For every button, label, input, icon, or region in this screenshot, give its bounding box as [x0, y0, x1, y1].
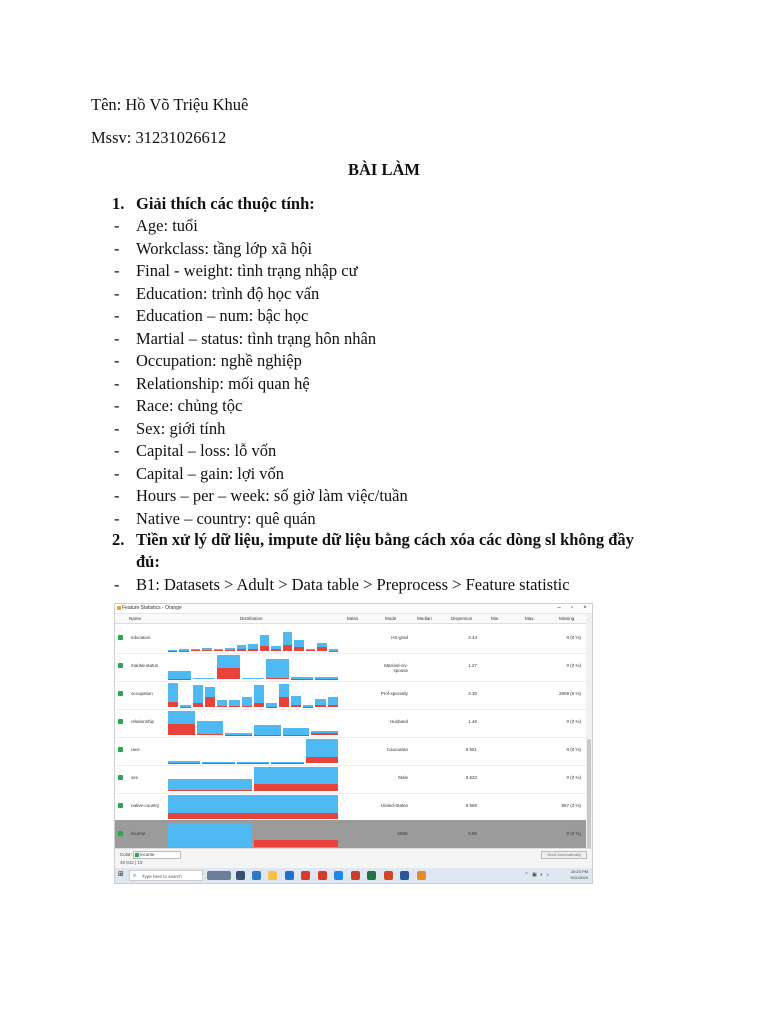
bar-segment-gt50k: [294, 647, 303, 651]
bar-segment-gt50k: [279, 697, 289, 707]
table-row[interactable]: [115, 820, 586, 850]
histogram-bar: [283, 728, 310, 735]
excel-icon[interactable]: [367, 871, 376, 880]
histogram-bar: [197, 721, 224, 735]
histogram-bar: [266, 659, 289, 679]
row-name: occupation: [131, 691, 153, 696]
bar-segment-le50k: [193, 678, 216, 679]
histogram-bar: [271, 762, 303, 763]
histogram-bar: [315, 677, 338, 679]
attribute-item: Relationship: mối quan hệ: [136, 374, 310, 393]
histogram-bar: [311, 731, 338, 735]
cell-mode: ≤50K: [397, 831, 408, 836]
histogram-bar: [303, 705, 313, 707]
orange-app-icon: [117, 606, 121, 610]
distribution-histogram: [168, 624, 338, 653]
categorical-variable-icon: [118, 775, 123, 780]
histogram-bar: [168, 795, 338, 819]
bar-segment-gt50k: [225, 650, 234, 651]
histogram-bar: [168, 671, 191, 679]
cell-mode: United-States: [380, 803, 408, 808]
histogram-bar: [168, 650, 177, 651]
attribute-item: Sex: giới tính: [136, 419, 226, 438]
bar-segment-gt50k: [205, 697, 215, 707]
taskbar-app-icon[interactable]: [318, 871, 327, 880]
histogram-bar: [180, 705, 190, 707]
histogram-bar: [254, 767, 338, 791]
bar-segment-le50k: [197, 721, 224, 735]
task-view-icon[interactable]: [207, 871, 231, 880]
list-dash: -: [114, 329, 120, 348]
cell-mode: Caucasian: [386, 747, 408, 752]
color-label: Color:: [120, 852, 133, 857]
histogram-bar: [237, 762, 269, 763]
cell-mode: Prof-specialty: [380, 691, 408, 696]
taskbar-app-icon[interactable]: [236, 871, 245, 880]
row-name: marital-status: [131, 663, 159, 668]
histogram-bar: [193, 678, 216, 679]
bar-segment-gt50k: [317, 647, 326, 651]
clock-time: 10:23 PM: [570, 869, 588, 874]
histogram-bar: [306, 649, 315, 651]
bar-segment-gt50k: [271, 649, 280, 651]
histogram-bar: [214, 649, 223, 651]
table-row[interactable]: [115, 652, 586, 682]
bar-segment-gt50k: [217, 668, 240, 679]
color-select-value: income: [140, 852, 155, 857]
windows-start-icon[interactable]: ⊞: [118, 871, 124, 878]
bar-segment-gt50k: [328, 705, 338, 707]
histogram-bar: [315, 699, 325, 707]
status-bar: 48 842 | 15: [120, 860, 143, 865]
histogram-bar: [217, 655, 240, 679]
distribution-histogram: [168, 764, 338, 793]
list-dash: -: [114, 284, 120, 303]
send-automatically-checkbox[interactable]: Send Automatically: [541, 851, 587, 859]
step-b1: B1: Datasets > Adult > Data table > Preprocess > Feature statistic: [136, 575, 570, 594]
col-header-mean[interactable]: Mean: [347, 616, 359, 621]
col-header-max[interactable]: Max.: [525, 616, 535, 621]
cell-missing: 0 (0 %): [566, 663, 581, 668]
cell-dispersion: 0.633: [465, 775, 477, 780]
bar-segment-gt50k: [168, 702, 178, 707]
bar-segment-gt50k: [197, 734, 224, 735]
cell-dispersion: 0.566: [465, 803, 477, 808]
bar-segment-gt50k: [260, 646, 269, 651]
clock-date: 9/11/2024: [570, 875, 588, 880]
histogram-bar: [254, 725, 281, 735]
distribution-histogram: [168, 708, 338, 737]
cell-dispersion: 1.27: [468, 663, 477, 668]
list-dash: -: [114, 419, 120, 438]
distribution-histogram: [168, 652, 338, 681]
list-dash: -: [114, 374, 120, 393]
window-titlebar: [115, 604, 592, 614]
bar-segment-gt50k: [315, 705, 325, 707]
categorical-variable-icon: [118, 663, 123, 668]
bar-segment-gt50k: [217, 706, 227, 707]
histogram-bar: [168, 711, 195, 735]
bar-segment-gt50k: [214, 650, 223, 651]
system-tray[interactable]: ⌃ ▣ ◐ ♪: [524, 872, 550, 878]
bar-segment-gt50k: [311, 733, 338, 735]
histogram-bar: [328, 697, 338, 707]
col-header-missing[interactable]: Missing: [559, 616, 575, 621]
list-dash: -: [114, 441, 120, 460]
histogram-bar: [168, 761, 200, 763]
bar-segment-gt50k: [193, 703, 203, 707]
bar-segment-gt50k: [202, 650, 211, 651]
histogram-bar: [260, 635, 269, 651]
bar-segment-gt50k: [283, 645, 292, 651]
table-row[interactable]: [115, 624, 586, 654]
maximize-icon[interactable]: ▫: [570, 605, 574, 611]
histogram-bar: [202, 762, 234, 763]
cell-missing: 2809 (5 %): [558, 691, 581, 696]
histogram-bar: [168, 823, 252, 847]
histogram-bar: [317, 643, 326, 651]
histogram-bar: [266, 703, 276, 707]
list-dash: -: [114, 261, 120, 280]
attribute-item: Race: chủng tộc: [136, 396, 243, 415]
list-dash: -: [114, 351, 120, 370]
student-name: Tên: Hồ Võ Triệu Khuê: [91, 95, 249, 114]
list-dash: -: [114, 509, 120, 528]
histogram-bar: [306, 739, 338, 763]
attribute-item: Occupation: nghề nghiệp: [136, 351, 302, 370]
window-title: Feature Statistics - Orange: [122, 605, 182, 611]
list-dash: -: [114, 306, 120, 325]
cell-dispersion: 1.46: [468, 719, 477, 724]
cell-missing: 857 (2 %): [561, 803, 581, 808]
file-explorer-icon[interactable]: [268, 871, 277, 880]
student-id: Mssv: 31231026612: [91, 128, 227, 147]
histogram-bar: [291, 696, 301, 707]
list-dash: -: [114, 216, 120, 235]
attribute-item: Workclass: tầng lớp xã hội: [136, 239, 313, 258]
histogram-bar: [271, 646, 280, 651]
windows-taskbar: [115, 868, 592, 883]
distribution-histogram: [168, 680, 338, 709]
bar-segment-gt50k: [306, 650, 315, 651]
cell-missing: 0 (0 %): [566, 775, 581, 780]
attribute-item: Capital – gain: lợi vốn: [136, 464, 285, 483]
cell-missing: 0 (0 %): [566, 719, 581, 724]
histogram-bar: [254, 685, 264, 707]
cell-missing: 0 (0 %): [566, 747, 581, 752]
col-header-median[interactable]: Median: [417, 616, 432, 621]
list-dash: -: [114, 396, 120, 415]
categorical-variable-icon: [118, 635, 123, 640]
variable-icon: [135, 853, 139, 857]
row-name: income: [131, 831, 146, 836]
histogram-bar: [291, 677, 314, 679]
bar-segment-gt50k: [237, 649, 246, 651]
histogram-bar: [168, 779, 252, 791]
attribute-item: Native – country: quê quán: [136, 509, 316, 528]
bar-segment-gt50k: [191, 650, 200, 651]
cell-dispersion: 2.43: [468, 635, 477, 640]
cell-missing: 0 (0 %): [566, 831, 581, 836]
list-dash: -: [114, 575, 120, 594]
taskbar-app-icon[interactable]: [285, 871, 294, 880]
list-dash: -: [114, 464, 120, 483]
categorical-variable-icon: [118, 803, 123, 808]
histogram-bar: [225, 648, 234, 651]
col-header-dispersion[interactable]: Dispersion: [451, 616, 473, 621]
attribute-item: Education – num: bậc học: [136, 306, 309, 325]
attribute-item: Final - weight: tình trạng nhập cư: [136, 261, 358, 280]
attribute-item: Age: tuổi: [136, 216, 198, 235]
attribute-item: Martial – status: tình trạng hôn nhân: [136, 329, 377, 348]
bar-segment-gt50k: [248, 649, 257, 651]
bar-segment-gt50k: [168, 790, 252, 791]
list-dash: -: [114, 239, 120, 258]
histogram-bar: [202, 648, 211, 651]
section1-number: 1.: [112, 194, 125, 213]
bar-segment-le50k: [168, 823, 252, 847]
taskbar-app-icon[interactable]: [384, 871, 393, 880]
cell-mode: HS-grad: [391, 635, 408, 640]
minimize-icon[interactable]: –: [557, 605, 561, 611]
edge-icon[interactable]: [334, 871, 343, 880]
histogram-bar: [205, 687, 215, 707]
taskbar-search-box[interactable]: [129, 870, 203, 881]
widget-footer: [115, 848, 592, 868]
chrome-icon[interactable]: [301, 871, 310, 880]
table-row[interactable]: [115, 708, 586, 738]
cell-mode: Male: [398, 775, 408, 780]
row-name: native-country: [131, 803, 160, 808]
histogram-bar: [179, 649, 188, 651]
color-select[interactable]: [133, 851, 181, 859]
histogram-bar: [329, 649, 338, 651]
scrollbar-thumb[interactable]: [587, 739, 591, 849]
taskbar-search-placeholder: Type here to search: [142, 874, 182, 879]
histogram-bar: [242, 678, 265, 679]
distribution-histogram: [168, 792, 338, 821]
feature-statistics-screenshot: [114, 603, 593, 884]
col-header-min[interactable]: Min.: [491, 616, 500, 621]
row-name: relationship: [131, 719, 155, 724]
cell-dispersion: 0.55: [468, 831, 477, 836]
bar-segment-gt50k: [168, 813, 338, 819]
attribute-item: Hours – per – week: số giờ làm việc/tuần: [136, 486, 408, 505]
histogram-bar: [248, 644, 257, 651]
col-header-name[interactable]: Name: [129, 616, 142, 621]
table-row[interactable]: [115, 792, 586, 822]
table-header: [115, 614, 586, 624]
cell-missing: 0 (0 %): [566, 635, 581, 640]
histogram-bar: [193, 685, 203, 707]
section2-title-line1: Tiền xử lý dữ liệu, impute dữ liệu bằng cách xóa các dòng sl không đầy: [136, 530, 634, 549]
bar-segment-gt50k: [306, 757, 338, 763]
vertical-scrollbar[interactable]: [586, 614, 592, 848]
list-dash: -: [114, 486, 120, 505]
distribution-histogram: [168, 736, 338, 765]
bar-segment-gt50k: [168, 724, 195, 735]
page-heading: BÀI LÀM: [348, 160, 420, 179]
histogram-bar: [168, 683, 178, 707]
distribution-histogram: [168, 820, 338, 849]
row-name: sex: [131, 775, 139, 780]
histogram-bar: [225, 733, 252, 735]
word-icon[interactable]: [400, 871, 409, 880]
histogram-bar: [279, 684, 289, 707]
bar-segment-gt50k: [254, 840, 338, 847]
cell-mode: Married-civ-spouse: [384, 663, 408, 673]
search-icon: ⌕: [133, 873, 137, 879]
histogram-bar: [229, 700, 239, 707]
histogram-bar: [191, 649, 200, 651]
bar-segment-gt50k: [242, 706, 252, 707]
col-header-distribution[interactable]: Distribution: [240, 616, 263, 621]
histogram-bar: [294, 640, 303, 651]
table-row[interactable]: [115, 764, 586, 794]
cell-mode: Husband: [389, 719, 408, 724]
section2-title-line2: đủ:: [136, 552, 160, 571]
bar-segment-le50k: [266, 659, 289, 679]
section1-title: Giải thích các thuộc tính:: [136, 194, 315, 213]
table-row[interactable]: [115, 736, 586, 766]
histogram-bar: [254, 840, 338, 847]
taskbar-clock[interactable]: [571, 869, 589, 881]
orange-taskbar-icon[interactable]: [417, 871, 426, 880]
taskbar-app-icon[interactable]: [351, 871, 360, 880]
bar-segment-gt50k: [266, 678, 289, 679]
histogram-bar: [237, 645, 246, 651]
histogram-bar: [242, 697, 252, 707]
attribute-item: Education: trình độ học vấn: [136, 284, 320, 303]
section2-number: 2.: [112, 530, 125, 549]
close-icon[interactable]: ×: [583, 605, 587, 611]
histogram-bar: [283, 632, 292, 651]
col-header-mode[interactable]: Mode: [385, 616, 397, 621]
bar-segment-gt50k: [291, 705, 301, 707]
bar-segment-gt50k: [254, 703, 264, 707]
histogram-bar: [217, 700, 227, 707]
row-name: education: [131, 635, 151, 640]
table-row[interactable]: [115, 680, 586, 710]
bar-segment-gt50k: [229, 706, 239, 707]
row-name: race: [131, 747, 140, 752]
bar-segment-le50k: [242, 678, 265, 679]
cell-dispersion: 0.551: [465, 747, 477, 752]
attribute-item: Capital – loss: lỗ vốn: [136, 441, 277, 460]
categorical-variable-icon: [118, 719, 123, 724]
cell-dispersion: 2.30: [468, 691, 477, 696]
categorical-variable-icon: [118, 691, 123, 696]
taskbar-app-icon[interactable]: [252, 871, 261, 880]
categorical-variable-icon: [118, 831, 123, 836]
bar-segment-gt50k: [254, 784, 338, 791]
categorical-variable-icon: [118, 747, 123, 752]
